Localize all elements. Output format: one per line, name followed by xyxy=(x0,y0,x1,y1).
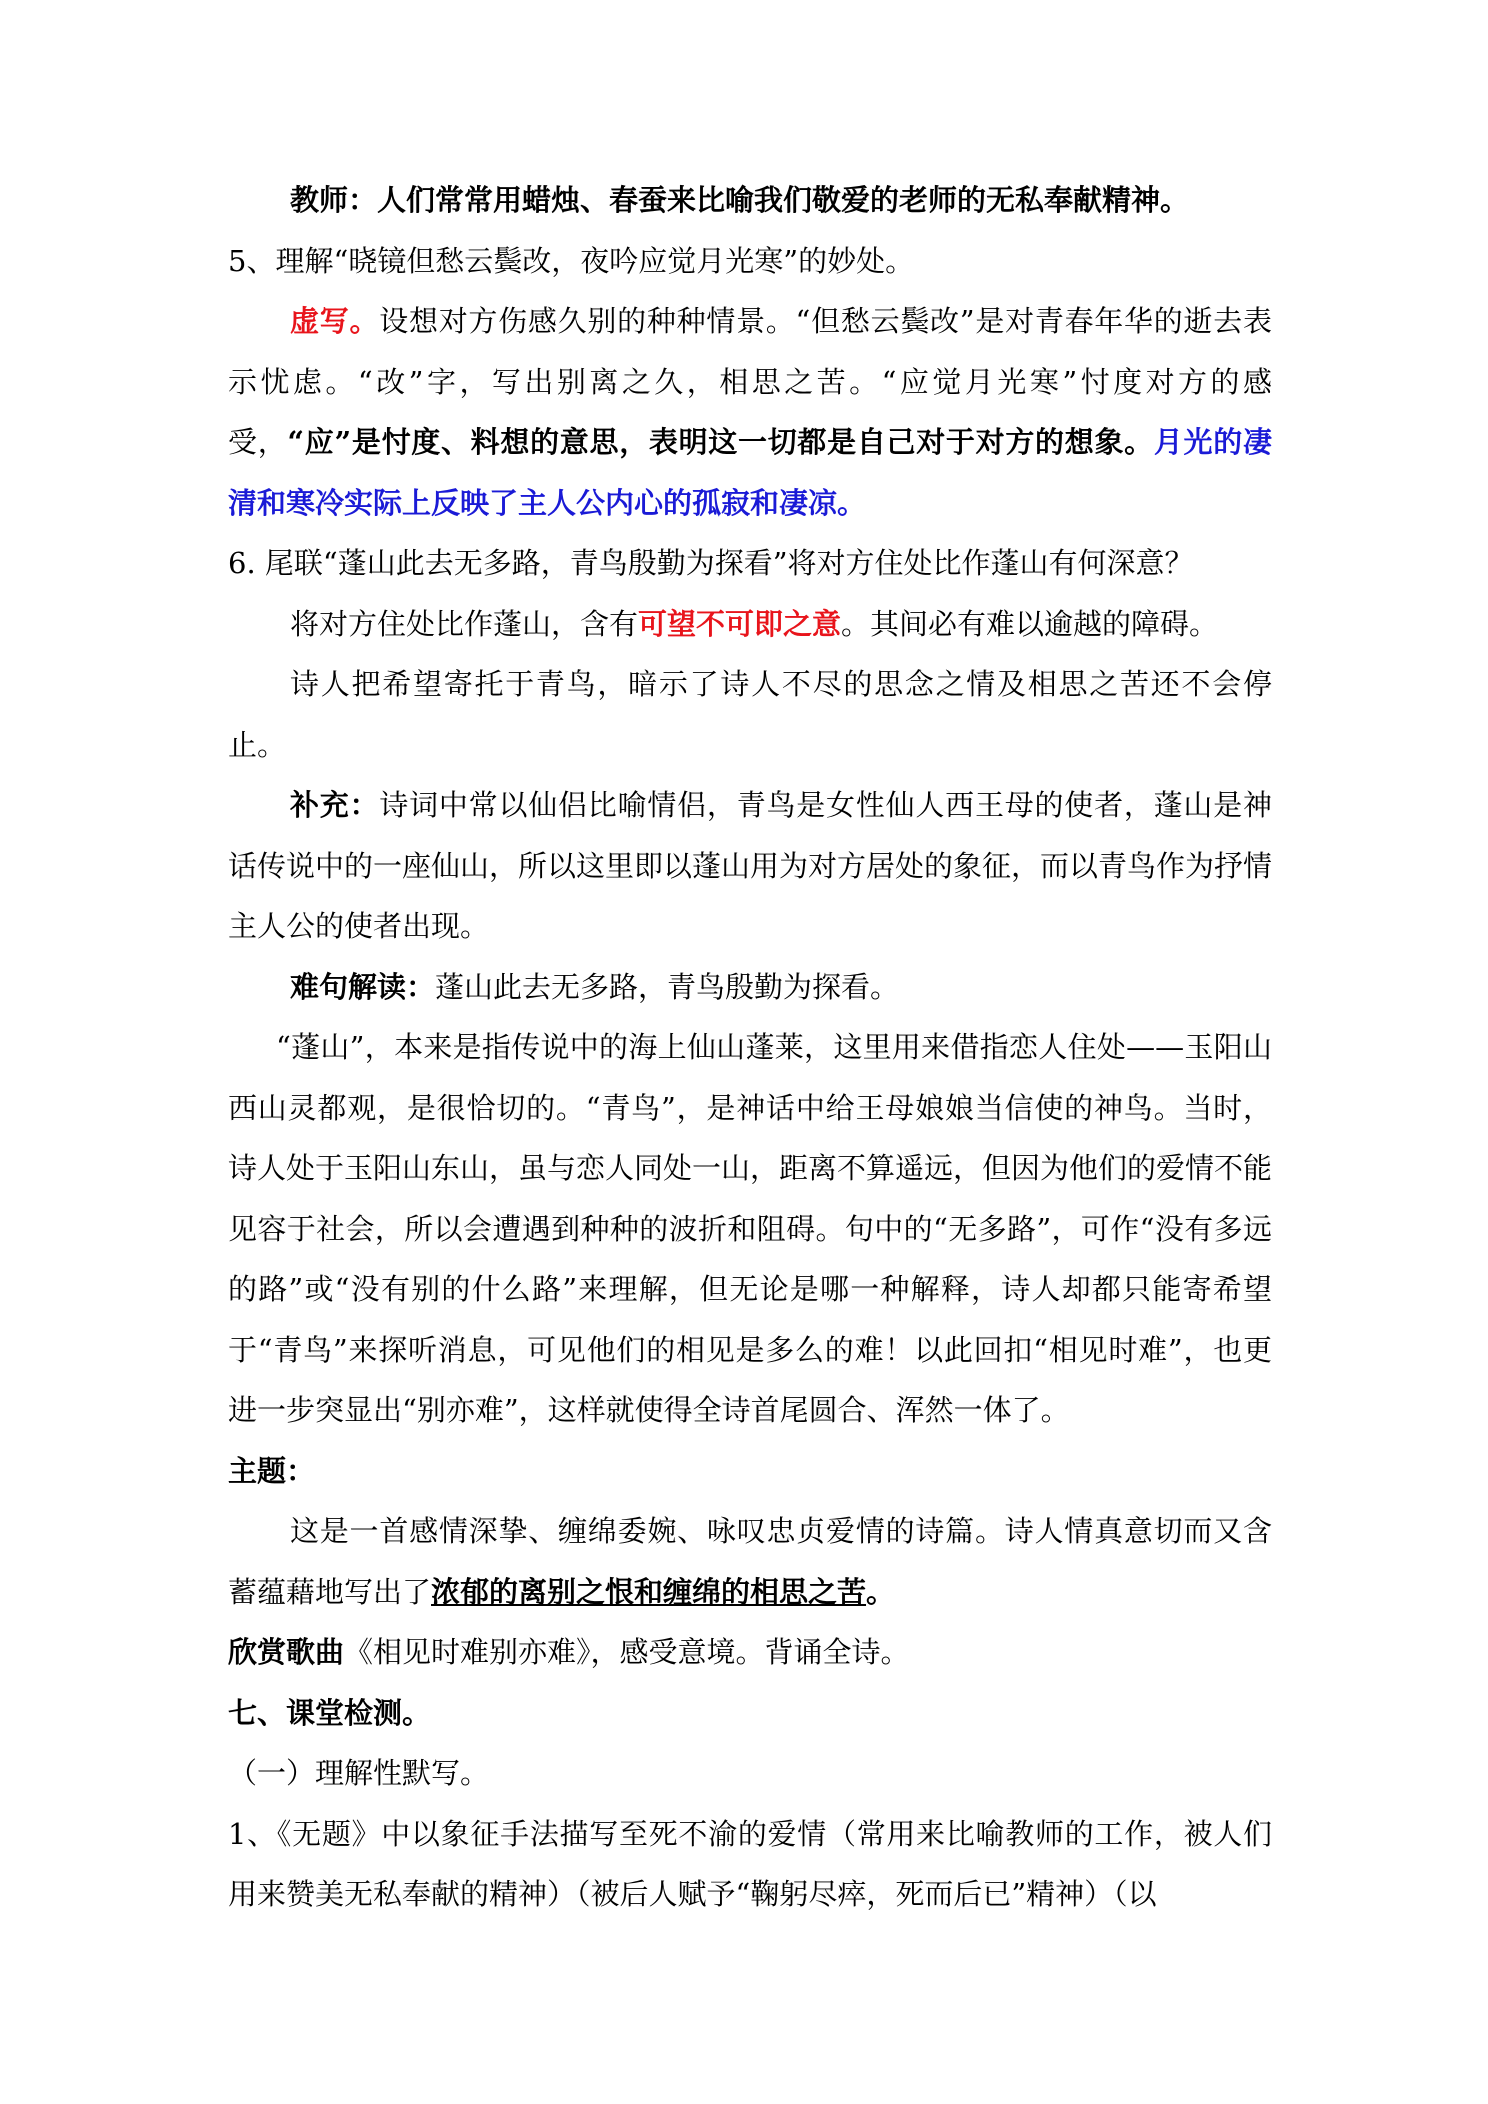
unreachable-highlight: 可望不可即之意 xyxy=(638,606,842,641)
answer-5: 虚写。设想对方伤感久别的种种情景。“但愁云鬓改”是对青春年华的逝去表示忧虑。“改”字，写出别离之久，相思之苦。“应觉月光寒”忖度对方的感受，“应”是忖度、料想的意思，表明这一切都是自己对于对方的想象。月光的凄清和寒冷实际上反映了主人公内心的孤寂和凄凉。 xyxy=(228,304,1272,520)
bluebird-paragraph: 诗人把希望寄托于青鸟，暗示了诗人不尽的思念之情及相思之苦还不会停止。 xyxy=(228,667,1272,762)
difficult-sentence: 难句解读：蓬山此去无多路，青鸟殷勤为探看。 xyxy=(290,969,900,1004)
document-page xyxy=(228,170,1272,1925)
question-5: 5、理解“晓镜但愁云鬓改，夜吟应觉月光寒”的妙处。 xyxy=(228,243,915,278)
theme-underline: 浓郁的离别之恨和缠绵的相思之苦 xyxy=(431,1574,867,1609)
song-line: 欣赏歌曲《相见时难别亦难》，感受意境。背诵全诗。 xyxy=(228,1635,910,1669)
theme-paragraph: 这是一首感情深挚、缠绵委婉、咏叹忠贞爱情的诗篇。诗人情真意切而又含蓄蕴藉地写出了浓郁的离别之恨和缠绵的相思之苦。 xyxy=(228,1514,1272,1609)
theme-heading: 主题： xyxy=(228,1453,316,1488)
interpretation-paragraph: “蓬山”，本来是指传说中的海上仙山蓬莱，这里用来借指恋人住处——玉阳山西山灵都观，是很恰切的。“青鸟”，是神话中给王母娘娘当信使的神鸟。当时，诗人处于玉阳山东山，虽与恋人同处一山，距离不算遥远，但因为他们的爱情不能见容于社会，所以会遭遇到种种的波折和阻碍。句中的“无多路”，可作“没有多远的路”或“没有别的什么路”来理解，但无论是哪一种解释，诗人却都只能寄希望于“青鸟”来探听消息，可见他们的相见是多么的难！以此回扣“相见时难”，也更进一步突显出“别亦难”，这样就使得全诗首尾圆合、浑然一体了。 xyxy=(228,1030,1273,1427)
virtual-writing-label: 虚写。 xyxy=(290,304,380,338)
moonlight-highlight: 月光的凄清和寒冷实际上反映了主人公内心的孤寂和凄凉。 xyxy=(228,425,1272,520)
question-6: 6. 尾联“蓬山此去无多路，青鸟殷勤为探看”将对方住处比作蓬山有何深意？ xyxy=(228,546,1194,580)
subsection-1: （一）理解性默写。 xyxy=(228,1756,490,1790)
section-7-heading: 七、课堂检测。 xyxy=(228,1695,432,1730)
answer-6: 将对方住处比作蓬山，含有可望不可即之意。其间必有难以逾越的障碍。 xyxy=(290,606,1219,641)
item-1: 1、《无题》中以象征手法描写至死不渝的爱情（常用来比喻教师的工作，被人们用来赞美无私奉献的精神）（被后人赋予“鞠躬尽瘁，死而后已”精神）（以 xyxy=(228,1816,1272,1911)
supplement-paragraph: 补充：诗词中常以仙侣比喻情侣，青鸟是女性仙人西王母的使者，蓬山是神话传说中的一座仙山，所以这里即以蓬山用为对方居处的象征，而以青鸟作为抒情主人公的使者出现。 xyxy=(228,788,1273,943)
teacher-line: 教师：人们常常用蜡烛、春蚕来比喻我们敬爱的老师的无私奉献精神。 xyxy=(290,183,1190,217)
